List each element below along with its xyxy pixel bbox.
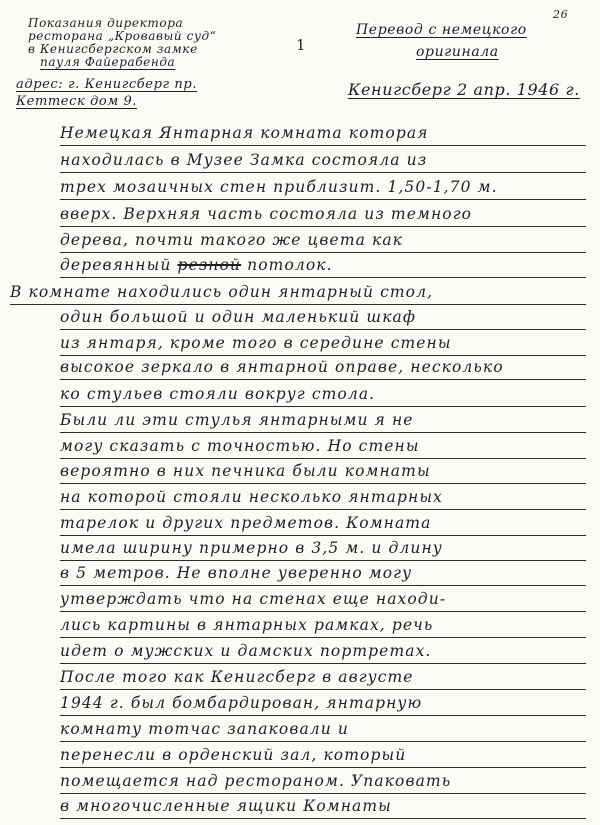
text-line: дерева, почти такого же цвета как [60,230,586,253]
text-line: трех мозаичных стен приблизит. 1,50-1,70 м. [60,177,586,200]
text-line: находилась в Музее Замка состояла из [60,150,586,173]
struck-word: резной [177,256,242,274]
text-line: могу сказать с точностью. Но стены [60,436,586,459]
text-line: имела ширину примерно в 3,5 м. и длину [60,538,586,561]
document-date: Кенигсберг 2 апр. 1946 г. [348,80,580,99]
text-line: один большой и один маленький шкаф [60,307,586,330]
text-line: После того как Кенигсберг в августе [60,667,586,690]
header-left-line-1: Показания директора [28,16,184,30]
text-line: тарелок и других предметов. Комната [60,513,586,536]
text-line: на которой стояли несколько янтарных [60,487,586,510]
text-line: вероятно в них печника были комнаты [60,461,586,484]
text-fragment: потолок. [241,256,333,274]
text-fragment: деревянный [60,256,178,274]
text-line: утверждать что на стенах еще находи- [60,589,586,612]
text-line: Были ли эти стулья янтарными я не [60,410,586,433]
address-line-1: адрес: г. Кенигсберг пр. [16,77,198,92]
text-line-with-strikeout [60,255,586,278]
text-line: высокое зеркало в янтарной оправе, несколько [60,357,586,380]
text-line: перенесли в орденский зал, который [60,745,586,768]
page-number: 26 [553,8,569,21]
header-left-line-4: пауля Файерабенда [40,55,176,69]
header-left-line-3: в Кенигсбергском замке [28,42,198,56]
address-line-2: Кеттеск дом 9. [16,94,138,109]
text-line: из янтаря, кроме того в середине стены [60,333,586,356]
header-mark: 1 [296,36,307,54]
text-line: вверх. Верхняя часть состояла из темного [60,204,586,227]
text-line: в 5 метров. Не вполне уверенно могу [60,563,586,586]
text-line: В комнате находились один янтарный стол, [10,282,586,305]
text-line: идет о мужских и дамских портретах. [60,641,586,664]
text-line: ко стульев стояли вокруг стола. [60,384,586,407]
text-line: в многочисленные ящики Комнаты [60,796,586,819]
document-title: Перевод с немецкого [356,22,527,38]
text-line: помещается над рестораном. Упаковать [60,771,586,794]
text-line: комнату тотчас запаковали и [60,719,586,742]
text-line: 1944 г. был бомбардирован, янтарную [60,693,586,716]
text-line: лись картины в янтарных рамках, речь [60,615,586,638]
text-line: Немецкая Янтарная комната которая [60,123,586,146]
header-left-line-2: ресторана „Кровавый суд“ [28,29,217,43]
document-subtitle: оригинала [416,44,499,60]
